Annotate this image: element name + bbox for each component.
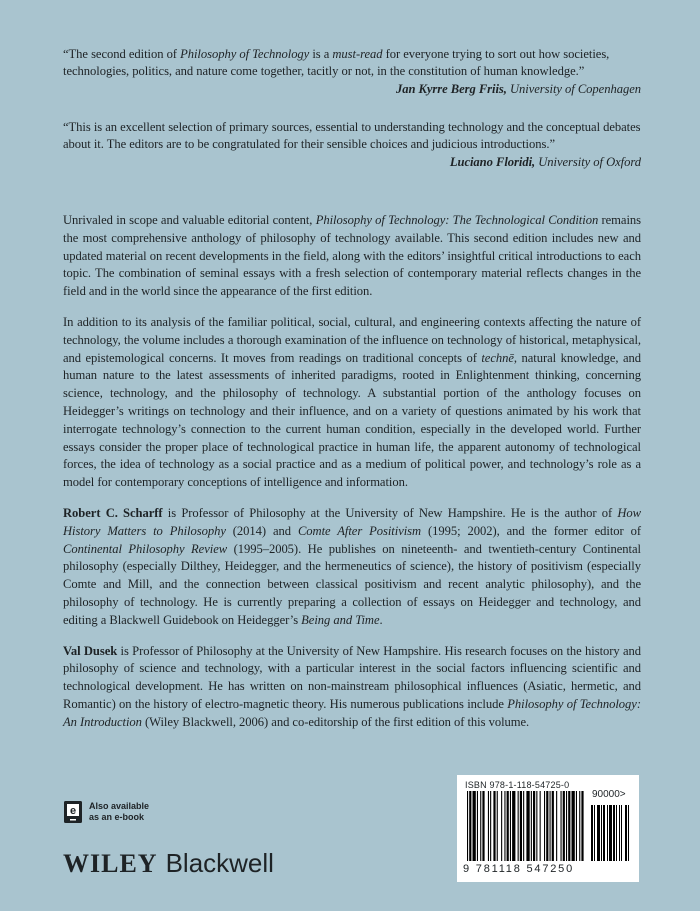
review-attribution (63, 154, 641, 171)
barcode-digits: 9 781118 547250 (463, 863, 575, 875)
paragraph-text: Unrivaled in scope and valuable editorial content, (63, 213, 316, 227)
quote-emphasis: must-read (332, 47, 383, 61)
barcode-bar (504, 791, 505, 861)
barcode-bar (579, 791, 580, 861)
barcode-bar (536, 791, 537, 861)
barcode-bar (493, 791, 495, 861)
barcode-addon-bar (603, 805, 605, 861)
paragraph-text: remains the most comprehensive anthology of philosophy of technology available. This second edition includes new and updated material on recent developments in the field, along with the editors’ insightful critical introductions to each topic. The combination of seminal essays with a fresh selection of contemporary material reflects changes in the field and in the world since the appearance of the first edition. (63, 213, 641, 299)
ebook-notice (63, 800, 149, 824)
barcode-addon-bar (625, 805, 627, 861)
barcode-bar (480, 791, 481, 861)
paragraph-text: , natural knowledge, and human nature to the latest assessments of inherited paradigms, rooted in Enlightenment thinking, concerning science, technology, and the philosophy of technology. A substantial portion of the anthology focuses on Heidegger’s writings on technology and their influence, and on a variety of questions animated by his work that interrogate technology’s connection to the current human condition, especially in the developed world. Further essays consider the proper place of technological practice in human life, the apparent autonomy of technological forces, the idea of technology as a social practice and as a medium of political power, and technology’s role as a model for contemporary conceptions of intelligence and information. (63, 350, 641, 490)
barcode-bar (473, 791, 476, 861)
barcode-addon-bar (628, 805, 629, 861)
book-title: Being and Time (301, 612, 380, 627)
barcode-bar (501, 791, 502, 861)
barcode-bar (563, 791, 565, 861)
book-title: How History Matters to Philosophy (63, 505, 641, 538)
barcode-bar (488, 791, 489, 861)
barcode-addon-bar (591, 805, 593, 861)
review-attribution (63, 81, 641, 98)
price-code: 90000> (592, 789, 626, 800)
barcode-addon-bar (616, 805, 617, 861)
barcode-bar (566, 791, 567, 861)
author-name: Robert C. Scharff (63, 505, 163, 520)
barcode-addon-bar (621, 805, 622, 861)
barcode-addon-bar (594, 805, 595, 861)
barcode-bar (482, 791, 484, 861)
barcode-bar (467, 791, 468, 861)
barcode-bar (497, 791, 498, 861)
reviewer-affiliation: University of Copenhagen (509, 81, 641, 96)
barcode-bar (561, 791, 562, 861)
barcode-bar (520, 791, 522, 861)
bio-text: (Wiley Blackwell, 2006) and co-editorship of the first edition of this volume. (141, 714, 530, 729)
barcode-bar (572, 791, 575, 861)
journal-title: Continental Philosophy Review (63, 541, 228, 556)
term: technē (481, 350, 514, 365)
barcode-bar (518, 791, 519, 861)
barcode-bar (581, 791, 583, 861)
barcode-bar (540, 791, 541, 861)
barcode-addon-bar (609, 805, 612, 861)
bio-text: . (379, 612, 383, 627)
ebook-line-1: Also available (89, 801, 150, 811)
barcode-bar (576, 791, 577, 861)
reviewer-name: Jan Kyrre Berg Friis, (395, 81, 507, 96)
publisher-logo (63, 848, 274, 879)
ebook-icon (63, 800, 83, 824)
barcode-bar (507, 791, 509, 861)
barcode-bar (526, 791, 529, 861)
paragraph-text: In addition to its analysis of the familiar political, social, cultural, and engineering contexts affecting the nature of technology, the volume includes a thorough examination of the influence on technology of historical, metaphysical, and epistemological concerns. It moves from readings on traditional concepts of (63, 314, 641, 365)
book-title: Comte After Positivism (297, 523, 422, 538)
wiley-wordmark: WILEY (63, 849, 158, 878)
bio-text: is Professor of Philosophy at the University of New Hampshire. He is the author of (162, 505, 618, 520)
ebook-label (89, 801, 149, 823)
barcode-addon-bar (597, 805, 600, 861)
isbn-label: ISBN 978-1-118-54725-0 (465, 780, 570, 790)
barcode-bar (550, 791, 551, 861)
barcode-addon-bar (613, 805, 615, 861)
review-quote: “This is an excellent selection of primary sources, essential to understanding technology and the conceptual debates about it. The editors are to be congratulated for their sensible choices and judicious introductions.” (63, 120, 641, 152)
barcode-bar (512, 791, 515, 861)
bio-scharff (63, 505, 641, 630)
quote-text: “The second edition of (63, 47, 181, 61)
barcode-bar (552, 791, 554, 861)
barcode-bar (469, 791, 471, 861)
reviewer-affiliation: University of Oxford (538, 154, 641, 169)
author-name: Val Dusek (63, 643, 118, 658)
book-title: Philosophy of Technology: The Technological Condition (315, 213, 599, 227)
blackwell-wordmark: Blackwell (165, 848, 274, 878)
description-paragraph-1 (63, 212, 641, 301)
quote-text: is a (309, 47, 333, 61)
quote-text: for everyone trying to sort out how societies, technologies, politics, and nature come together, tacitly or not, in the constitution of human knowledge.” (63, 47, 610, 79)
ebook-line-2: as an e-book (89, 812, 145, 822)
barcode-bar (477, 791, 478, 861)
barcode-addon-bar (619, 805, 620, 861)
svg-text:e: e (69, 805, 77, 817)
barcode-bar (531, 791, 532, 861)
barcode-bar (544, 791, 545, 861)
barcode-bar (510, 791, 511, 861)
barcode-bar (533, 791, 535, 861)
description-paragraph-2 (63, 314, 641, 492)
bio-dusek (63, 643, 641, 732)
barcode-bar (523, 791, 524, 861)
bio-text: (1995–2005). He publishes on nineteenth- and twentieth-century Continental philosophy (especially Dilthey, Heidegger, and the hermeneutics of science), the history of positivism (especially Comte and Mill, and the connection between classical positivism and recent analytic philosophy), and the philosophy of technology. He is currently preparing a collection of essays on Heidegger and technology, and editing a Blackwell Guidebook on Heidegger’s (63, 541, 641, 627)
review-1 (63, 46, 641, 98)
barcode-bar (568, 791, 570, 861)
barcode-addon-bar (607, 805, 608, 861)
description (63, 212, 641, 745)
barcode-bar (546, 791, 548, 861)
barcode-bar (556, 791, 557, 861)
barcode-addon-bar (601, 805, 602, 861)
barcode-bars (465, 791, 633, 863)
bio-text: is Professor of Philosophy at the University of New Hampshire. His research focuses on the history and philosophy of science and technology, with a particular interest in the social factors influencing scientific and technological development. He has written on non-mainstream philosophical influences (Asiatic, hermetic, and Romantic) on the history of electro-magnetic theory. His numerous publications include (63, 643, 641, 711)
bio-text: (2014) and (225, 523, 298, 538)
review-quote (63, 46, 641, 81)
book-title: Philosophy of Technology: An Introduction (63, 696, 641, 729)
review-2 (63, 119, 641, 171)
reviewer-name: Luciano Floridi, (449, 154, 536, 169)
isbn-barcode (457, 775, 639, 882)
barcode-bar (490, 791, 491, 861)
bio-text: (1995; 2002), and the former editor of (421, 523, 641, 538)
quote-book-title: Philosophy of Technology (180, 47, 310, 61)
